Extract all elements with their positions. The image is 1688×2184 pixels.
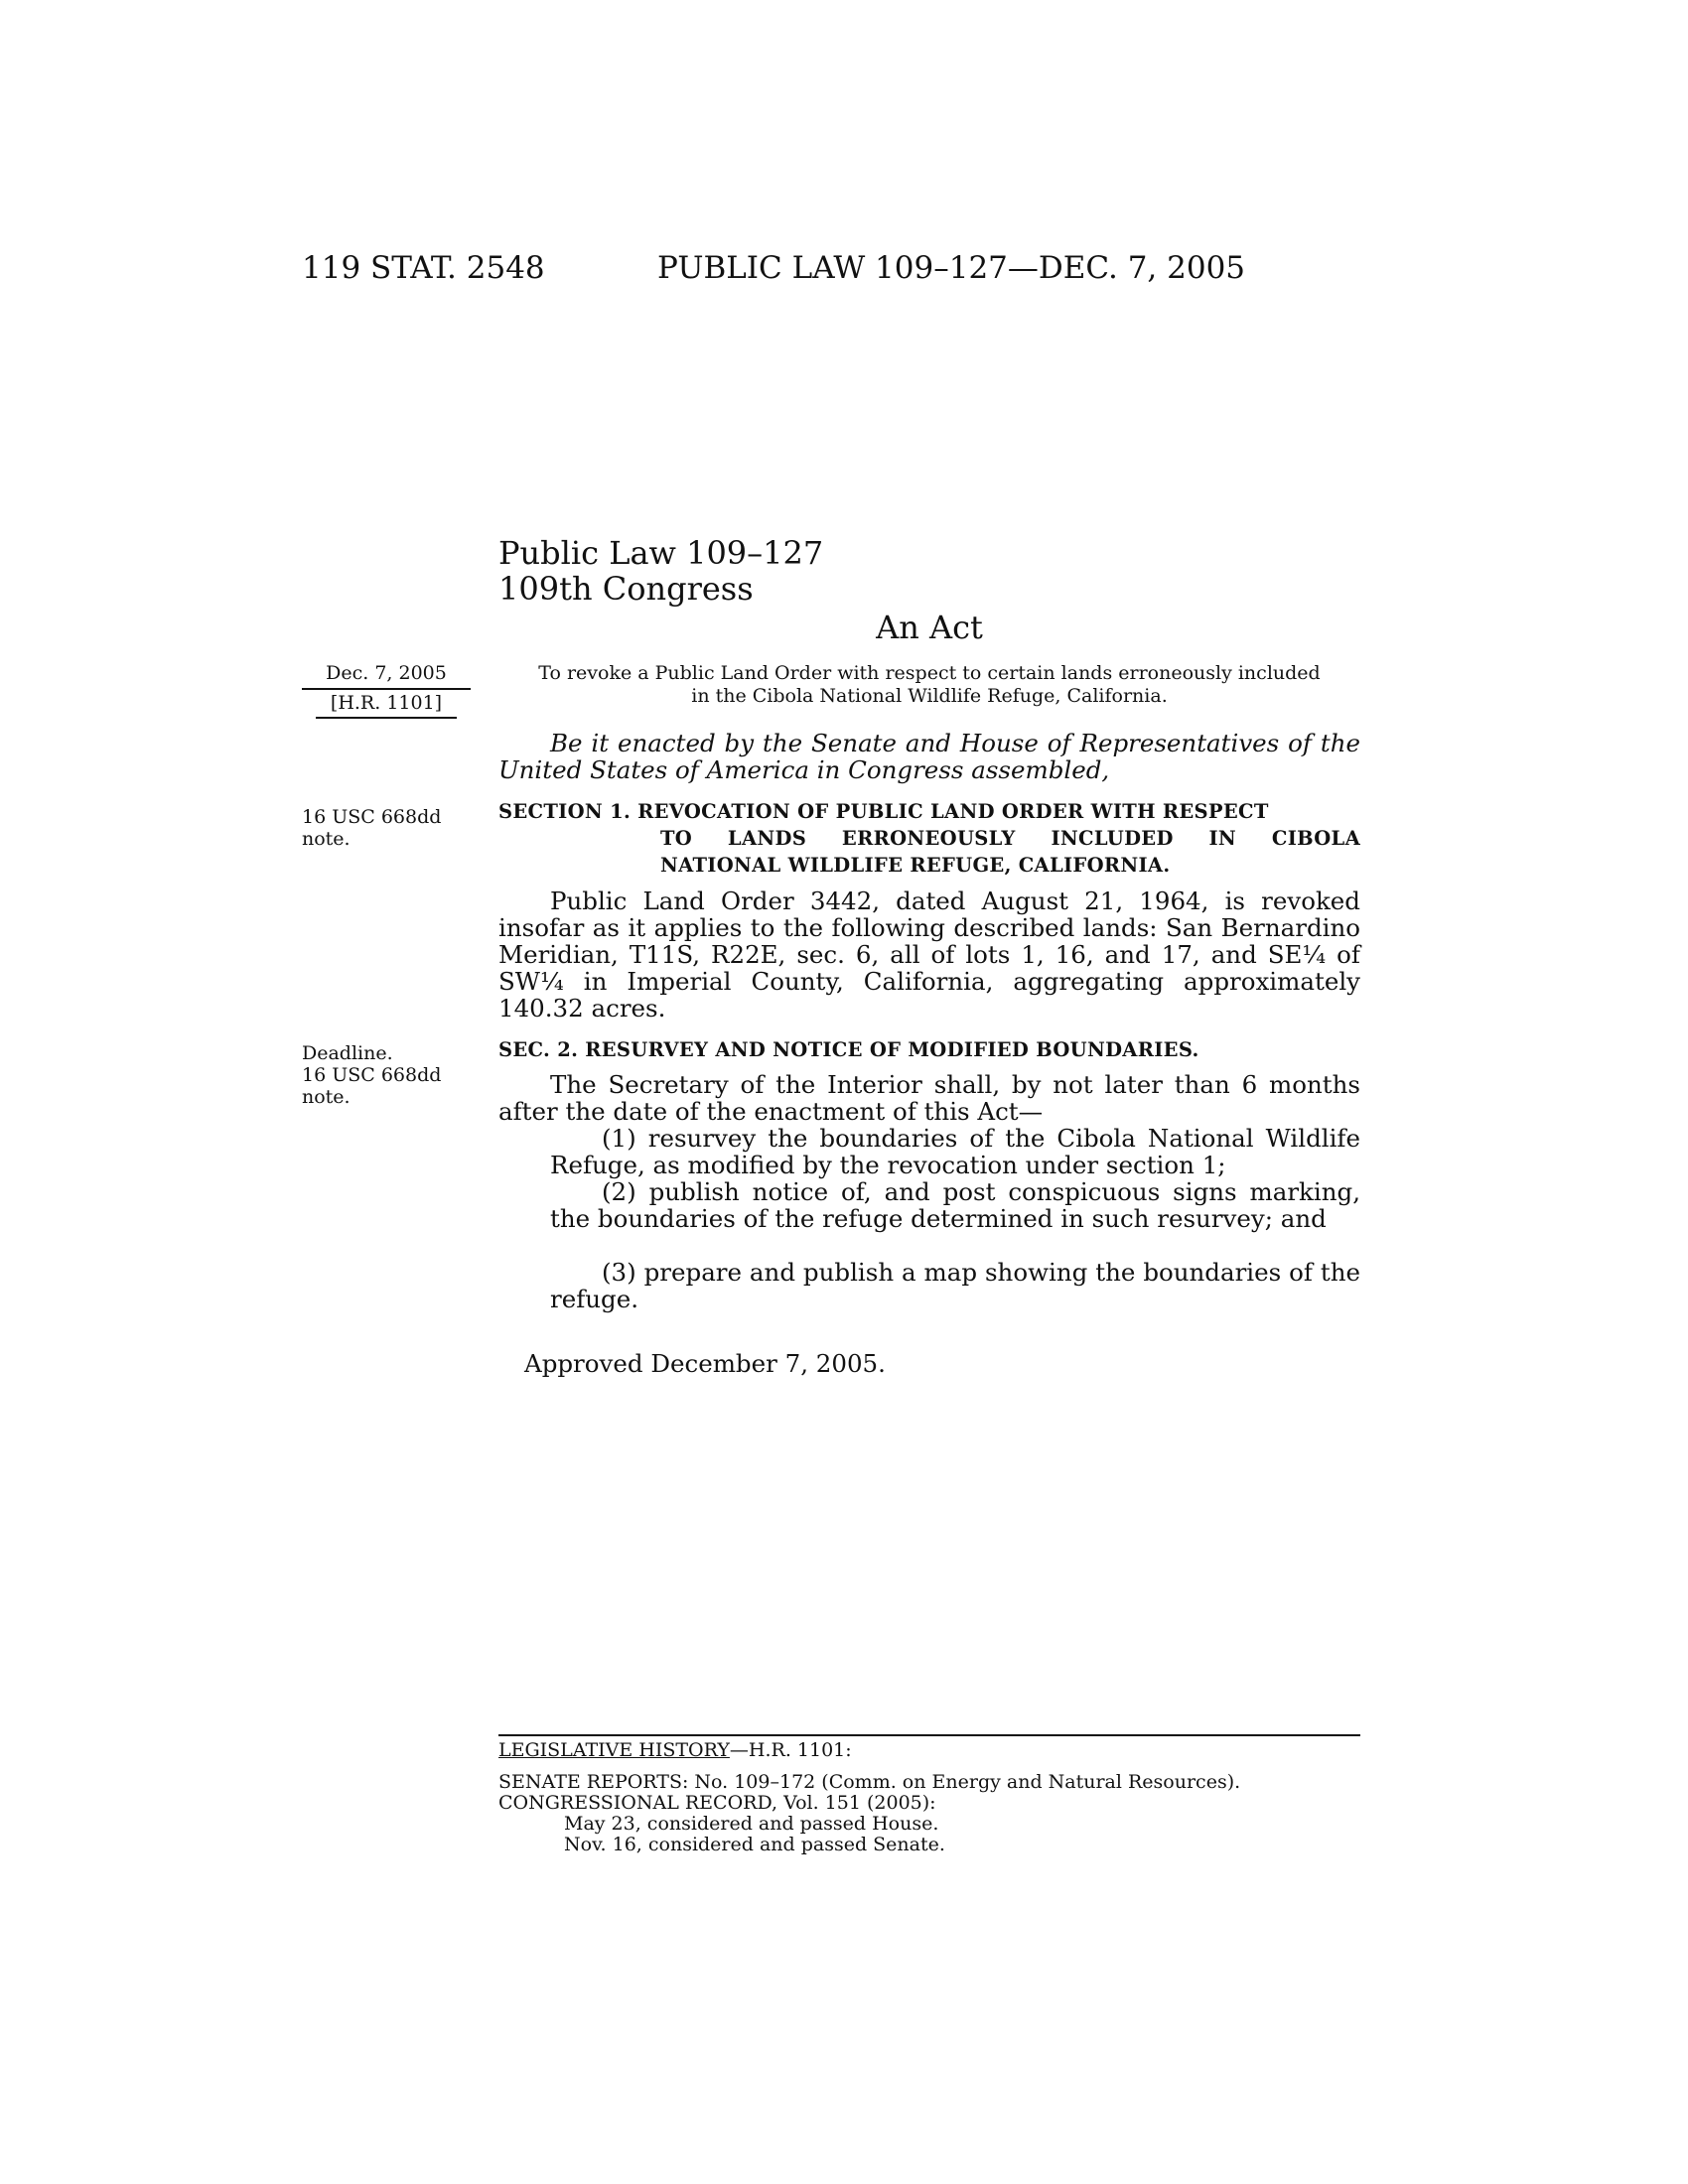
section-1-heading-line-1: SECTION 1. REVOCATION OF PUBLIC LAND ORDER WITH RESPECT — [498, 800, 1269, 823]
margin-usc-note-1-line1: 16 USC 668dd — [302, 806, 442, 828]
margin-bill-number: [H.R. 1101] — [330, 692, 443, 714]
section-2-heading: SEC. 2. RESURVEY AND NOTICE OF MODIFIED BOUNDARIES. — [498, 1038, 1199, 1061]
stat-page-number: 119 STAT. 2548 — [302, 250, 545, 286]
act-heading: An Act — [876, 609, 983, 646]
law-title: Public Law 109–127 — [498, 534, 824, 572]
purpose-line-1: To revoke a Public Land Order with respect to certain lands erroneously included — [538, 662, 1321, 684]
purpose-line-2: in the Cibola National Wildlife Refuge, California. — [691, 685, 1168, 707]
congressional-record: CONGRESSIONAL RECORD, Vol. 151 (2005): — [498, 1792, 936, 1814]
section-2-paragraph-2: (2) publish notice of, and post conspicuous signs marking, the boundaries of the refuge determined in such resurvey; and — [550, 1177, 1360, 1233]
section-1-body: Public Land Order 3442, dated August 21, 1964, is revoked insofar as it applies to the following described lands: San Bernardino Meridian, T11S, R22E, sec. 6, all of lots 1, 16, and 17, and SE¼ of SW¼ in Imperial County, California, aggregating approximately 140.32 acres. — [498, 887, 1360, 1023]
enacting-clause: Be it enacted by the Senate and House of Representatives of the United States of America in Congress assembled, — [498, 729, 1360, 784]
legislative-history-bill: —H.R. 1101: — [729, 1739, 852, 1761]
margin-usc-note-2-line1: 16 USC 668dd — [302, 1064, 442, 1086]
margin-usc-note-2-line2: note. — [302, 1086, 351, 1108]
legislative-history-rule — [498, 1734, 1360, 1736]
legislative-history-title — [498, 1739, 852, 1761]
section-1-heading-line-3: NATIONAL WILDLIFE REFUGE, CALIFORNIA. — [660, 854, 1171, 877]
congress-label: 109th Congress — [498, 570, 754, 608]
act-purpose — [498, 662, 1360, 708]
senate-action: Nov. 16, considered and passed Senate. — [564, 1834, 945, 1855]
running-title: PUBLIC LAW 109–127—DEC. 7, 2005 — [657, 250, 1246, 286]
margin-date: Dec. 7, 2005 — [326, 662, 447, 684]
section-2-paragraph-1: (1) resurvey the boundaries of the Cibola National Wildlife Refuge, as modified by the revocation under section 1; — [550, 1124, 1360, 1179]
margin-rule — [302, 688, 471, 690]
margin-bill-rule — [316, 717, 457, 719]
senate-reports: SENATE REPORTS: No. 109–172 (Comm. on Energy and Natural Resources). — [498, 1771, 1241, 1793]
legislative-history-label: LEGISLATIVE HISTORY — [498, 1739, 730, 1761]
house-action: May 23, considered and passed House. — [564, 1813, 939, 1835]
margin-usc-note-1-line2: note. — [302, 828, 351, 850]
section-2-intro: The Secretary of the Interior shall, by not later than 6 months after the date of the enactment of this Act— — [498, 1070, 1360, 1126]
margin-deadline-label: Deadline. — [302, 1042, 393, 1064]
margin-usc-note-1 — [302, 806, 481, 850]
section-2-paragraph-3: (3) prepare and publish a map showing the boundaries of the refuge. — [550, 1258, 1360, 1313]
margin-deadline-note — [302, 1042, 481, 1108]
section-1-heading — [498, 798, 1360, 879]
section-1-heading-line-2: TO LANDS ERRONEOUSLY INCLUDED IN CIBOLA — [660, 827, 1360, 850]
approval-date: Approved December 7, 2005. — [524, 1349, 886, 1378]
